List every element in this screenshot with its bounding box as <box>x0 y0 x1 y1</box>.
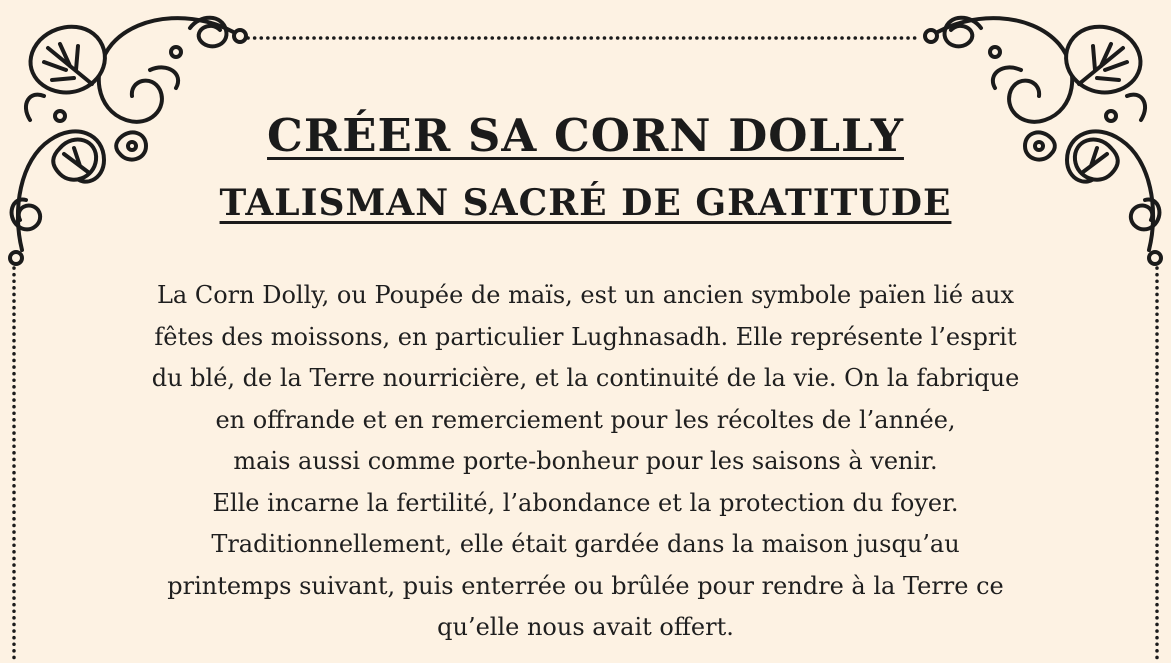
paragraph-line: qu’elle nous avait offert. <box>437 613 734 641</box>
paragraph-line: en offrande et en remerciement pour les récoltes de l’année, <box>215 405 956 434</box>
paragraph-line: Traditionnellement, elle était gardée dans la maison jusqu’au <box>211 530 960 558</box>
page-subtitle-text: TALISMAN SACRÉ DE GRATITUDE <box>219 182 952 224</box>
page-title <box>0 108 1171 164</box>
paragraph-line: mais aussi comme porte-bonheur pour les saisons à venir. <box>233 447 938 475</box>
page-title-text: CRÉER SA CORN DOLLY <box>267 109 904 162</box>
page-subtitle <box>0 178 1171 228</box>
paragraph-line: printemps suivant, puis enterrée ou brûlée pour rendre à la Terre ce <box>167 571 1004 600</box>
body-paragraph <box>100 275 1071 649</box>
paragraph-line: La Corn Dolly, ou Poupée de maïs, est un ancien symbole païen lié aux <box>156 281 1015 309</box>
paragraph-line: Elle incarne la fertilité, l’abondance et la protection du foyer. <box>212 488 959 517</box>
paragraph-line: fêtes des moissons, en particulier Lughnasadh. Elle représente l’esprit <box>154 322 1017 351</box>
paragraph-line: du blé, de la Terre nourricière, et la continuité de la vie. On la fabrique <box>151 364 1020 392</box>
